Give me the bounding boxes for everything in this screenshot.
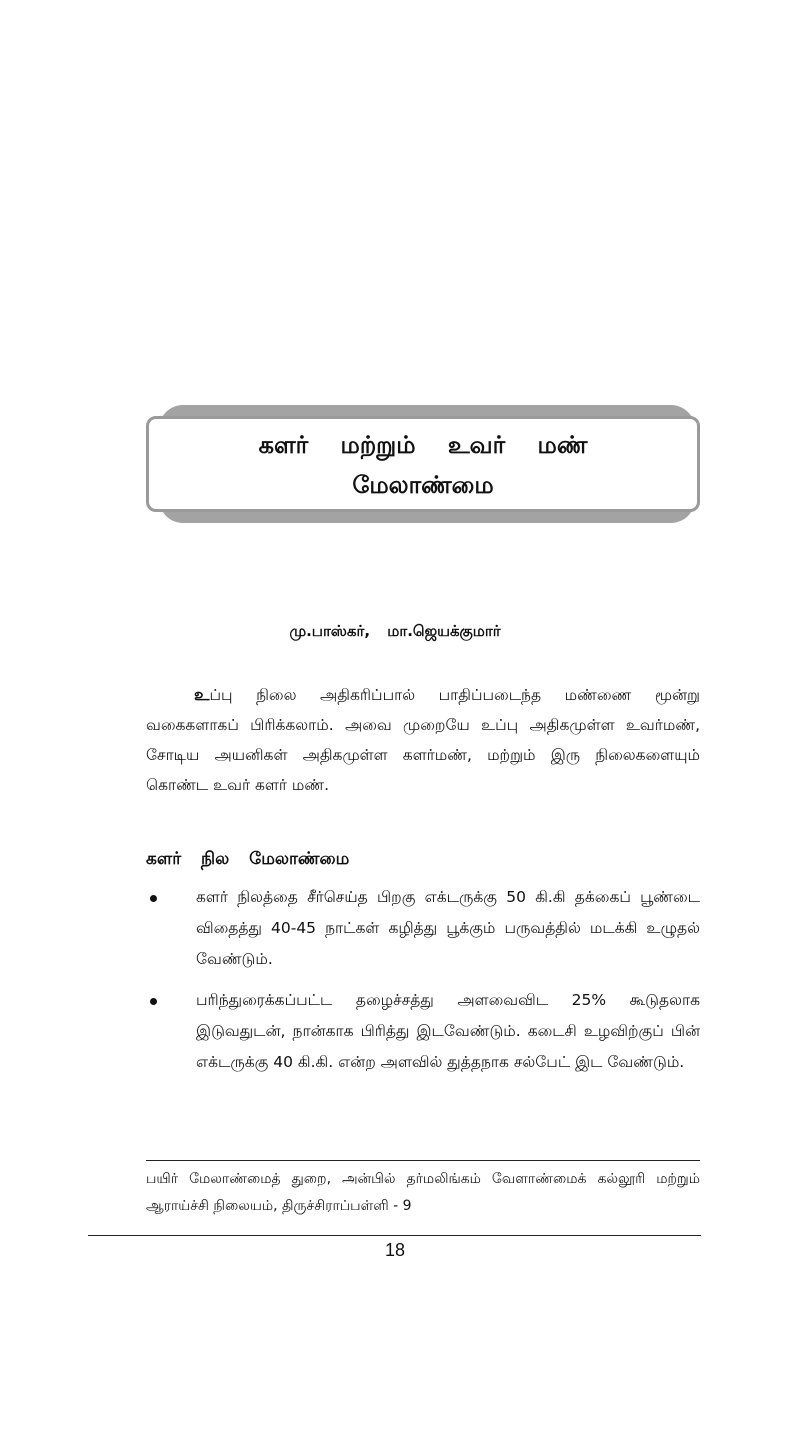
bullet-text: பரிந்துரைக்கப்பட்ட தழைச்சத்து அளவைவிட 25% கூடுதலாக இடுவதுடன், நான்காக பிரித்து இடவேண்டும். கடைசி உழவிற்குப் பின் எக்டருக்கு 40 கி.கி. என்ற அளவில் துத்தநாக சல்பேட் இட வேண்டும். [196, 991, 700, 1071]
chapter-title-line-2: மேலாண்மை [352, 471, 494, 499]
page-number: 18 [384, 1240, 406, 1260]
chapter-title-line-1: களர் மற்றும் உவர் மண் [258, 431, 588, 459]
footnote: பயிர் மேலாண்மைத் துறை, அன்பில் தர்மலிங்கம் வேளாண்மைக் கல்லூரி மற்றும் ஆராய்ச்சி நிலையம், திருச்சிராப்பள்ளி - 9 [146, 1171, 700, 1214]
author-2: மா.ஜெயக்குமார் [387, 622, 501, 640]
intro-text: ப்பு நிலை அதிகரிப்பால் பாதிப்படைந்த மண்ணை மூன்று வகைகளாகப் பிரிக்கலாம். அவை முறையே உப்பு அதிகமுள்ள உவர்மண், சோடிய அயனிகள் அதிகமுள்ள களர்மண், மற்றும் இரு நிலைகளையும் கொண்ட உவர் களர் மண். [146, 686, 700, 794]
bullet-icon [150, 998, 157, 1005]
author-1: மு.பாஸ்கர், [289, 622, 371, 640]
intro-first-letter: உ [194, 685, 210, 705]
bullet-item [146, 985, 700, 1078]
chapter-title-box [146, 416, 700, 512]
bullet-text: களர் நிலத்தை சீர்செய்த பிறகு எக்டருக்கு 50 கி.கி தக்கைப் பூண்டை விதைத்து 40-45 நாட்கள் கழித்து பூக்கும் பருவத்தில் மடக்கி உழுதல் வேண்டும். [196, 888, 700, 968]
page-divider [88, 1235, 701, 1236]
footnote-divider [146, 1160, 700, 1161]
section-heading: களர் நில மேலாண்மை [146, 849, 350, 869]
bullet-list [146, 882, 700, 1088]
bullet-icon [150, 895, 157, 902]
intro-paragraph [146, 680, 700, 800]
authors [0, 622, 790, 642]
bullet-item [146, 882, 700, 975]
